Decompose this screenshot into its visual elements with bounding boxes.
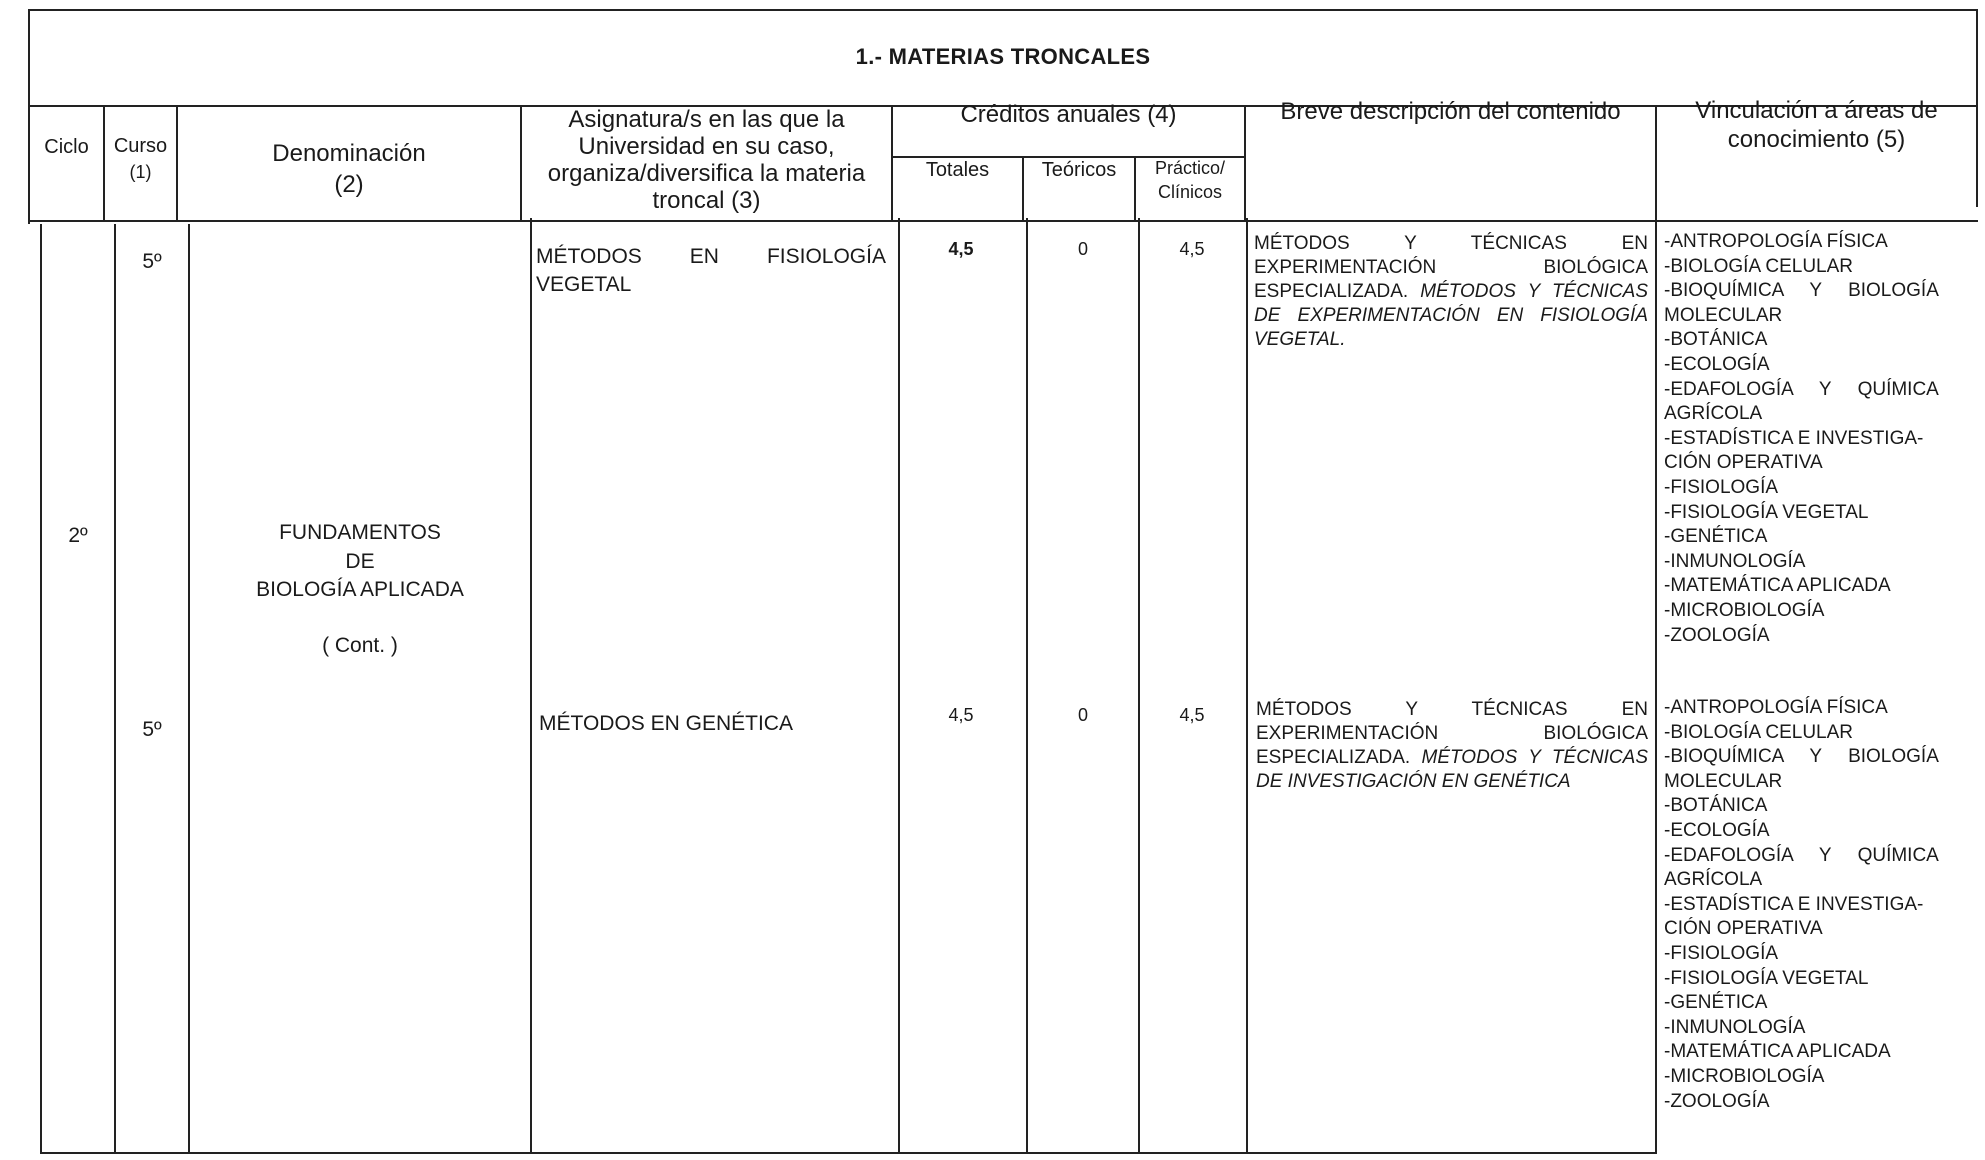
denominacion-line-2: DE [345, 550, 375, 573]
area-item: -ANTROPOLOGÍA FÍSICA [1664, 697, 1888, 718]
body-sep-1 [114, 224, 116, 1153]
row-2-totales: 4,5 [948, 705, 974, 725]
row-1-curso: 5º [142, 250, 162, 273]
row-1-descripcion-plain: MÉTODOS Y TÉCNICAS EN EXPERIMENTACIÓN BIOLÓGICA ESPECIALIZADA. [1254, 233, 1648, 302]
row-1-areas-list [1664, 230, 1969, 648]
table-title: 1.- MATERIAS TRONCALES [855, 44, 1151, 69]
header-creditos: Créditos anuales (4) [960, 101, 1177, 128]
area-item: MOLECULAR [1664, 304, 1783, 326]
area-item: -GENÉTICA [1664, 526, 1768, 548]
row-1-teoricos: 0 [1077, 239, 1088, 259]
area-item: -BOTÁNICA [1664, 329, 1768, 351]
header-bottom-border [28, 220, 1978, 222]
row-1-asignatura-word-2: EN [689, 245, 719, 268]
area-item: -FISIOLOGÍA [1664, 942, 1779, 964]
area-item: -FISIOLOGÍA VEGETAL [1664, 501, 1869, 523]
row-1-asignatura-word-1: MÉTODOS [536, 245, 642, 268]
area-item: -ECOLOGÍA [1664, 353, 1770, 375]
area-item: -BIOLOGÍA CELULAR [1664, 255, 1854, 277]
header-totales: Totales [925, 159, 990, 181]
row-1-practicos: 4,5 [1179, 239, 1205, 259]
area-item: -INMUNOLOGÍA [1664, 1016, 1806, 1038]
header-curso: Curso [113, 135, 168, 157]
row-1-asignatura-line-2: VEGETAL [536, 273, 632, 296]
area-item: -ESTADÍSTICA E INVESTIGA- [1664, 427, 1924, 449]
header-vinculacion-line-2: conocimiento (5) [1727, 126, 1906, 153]
header-vinculacion-line-1: Vinculación a áreas de [1695, 97, 1938, 124]
row-1-descripcion-italic: MÉTODOS Y TÉCNICAS DE EXPERIMENTACIÓN EN FISIOLOGÍA VEGETAL. [1254, 281, 1649, 350]
area-item: AGRÍCOLA [1664, 869, 1763, 891]
header-right-border [1976, 9, 1978, 207]
area-item: MOLECULAR [1664, 770, 1783, 792]
header-asignatura-line-4: troncal (3) [652, 187, 761, 214]
area-item: AGRÍCOLA [1664, 403, 1763, 425]
area-item: -BIOLOGÍA CELULAR [1664, 721, 1854, 743]
area-item: -ECOLOGÍA [1664, 819, 1770, 841]
area-item: -MICROBIOLOGÍA [1664, 599, 1825, 621]
body-sep-5 [1026, 218, 1028, 1153]
header-asignatura-line-1: Asignatura/s en las que la [568, 106, 845, 133]
area-item: -MICROBIOLOGÍA [1664, 1065, 1825, 1087]
area-item: -FISIOLOGÍA VEGETAL [1664, 967, 1869, 989]
row-1-asignatura-line-1 [536, 245, 886, 269]
area-item: -ZOOLOGÍA [1664, 624, 1770, 646]
header-teoricos: Teóricos [1041, 159, 1117, 181]
header-left-border [28, 9, 30, 224]
header-asignatura-line-3: organiza/diversifica la materia [547, 160, 866, 187]
row-2-asignatura: MÉTODOS EN GENÉTICA [539, 712, 793, 735]
area-item: -EDAFOLOGÍA Y QUÍMICA [1664, 378, 1939, 400]
header-curso-note: (1) [129, 162, 152, 182]
row-2-areas-list [1664, 696, 1969, 1114]
body-sep-3 [530, 218, 532, 1153]
denominacion-line-4: ( Cont. ) [322, 634, 398, 657]
area-item: -BOTÁNICA [1664, 795, 1768, 817]
row-2-descripcion-italic: MÉTODOS Y TÉCNICAS DE INVESTIGACIÓN EN GENÉTICA [1256, 747, 1649, 792]
row-2-practicos: 4,5 [1179, 705, 1205, 725]
area-item: -MATEMÁTICA APLICADA [1664, 1041, 1891, 1063]
row-1-totales: 4,5 [948, 239, 974, 259]
header-top-border [28, 9, 1978, 11]
header-practicos-line-1: Práctico/ [1154, 158, 1226, 178]
body-sep-2 [188, 224, 190, 1153]
area-item: -BIOQUÍMICA Y BIOLOGÍA [1664, 746, 1939, 768]
header-denominacion-note: (2) [334, 171, 364, 198]
header-practicos-line-2: Clínicos [1157, 182, 1223, 202]
area-item: -ESTADÍSTICA E INVESTIGA- [1664, 893, 1924, 915]
row-2-descripcion-plain: MÉTODOS Y TÉCNICAS EN EXPERIMENTACIÓN BIOLÓGICA ESPECIALIZADA. [1256, 699, 1648, 768]
body-sep-6 [1138, 218, 1140, 1153]
body-sep-8 [1655, 218, 1657, 1153]
area-item: -BIOQUÍMICA Y BIOLOGÍA [1664, 280, 1939, 302]
body-sep-4 [898, 218, 900, 1153]
header-descripcion: Breve descripción del contenido [1280, 98, 1621, 125]
row-1-asignatura-word-3: FISIOLOGÍA [766, 245, 886, 268]
area-item: -INMUNOLOGÍA [1664, 550, 1806, 572]
ciclo-value: 2º [68, 524, 88, 547]
body-bottom-border [40, 1152, 1657, 1154]
row-2-teoricos: 0 [1077, 705, 1088, 725]
body-left-border [40, 224, 42, 1153]
header-denominacion: Denominación [272, 140, 426, 167]
denominacion-line-1: FUNDAMENTOS [279, 521, 441, 544]
body-sep-7 [1246, 218, 1248, 1153]
area-item: -FISIOLOGÍA [1664, 476, 1779, 498]
area-item: -EDAFOLOGÍA Y QUÍMICA [1664, 844, 1939, 866]
row-1-descripcion [1254, 232, 1648, 352]
area-item: CIÓN OPERATIVA [1664, 452, 1823, 474]
denominacion-line-3: BIOLOGÍA APLICADA [256, 578, 464, 601]
area-item: -GENÉTICA [1664, 992, 1768, 1014]
area-item: -ANTROPOLOGÍA FÍSICA [1664, 231, 1888, 252]
row-2-descripcion [1256, 698, 1648, 794]
area-item: -ZOOLOGÍA [1664, 1090, 1770, 1112]
header-ciclo: Ciclo [44, 136, 89, 158]
area-item: -MATEMÁTICA APLICADA [1664, 575, 1891, 597]
area-item: CIÓN OPERATIVA [1664, 918, 1823, 940]
header-asignatura-line-2: Universidad en su caso, [578, 133, 835, 160]
row-2-curso: 5º [142, 718, 162, 741]
